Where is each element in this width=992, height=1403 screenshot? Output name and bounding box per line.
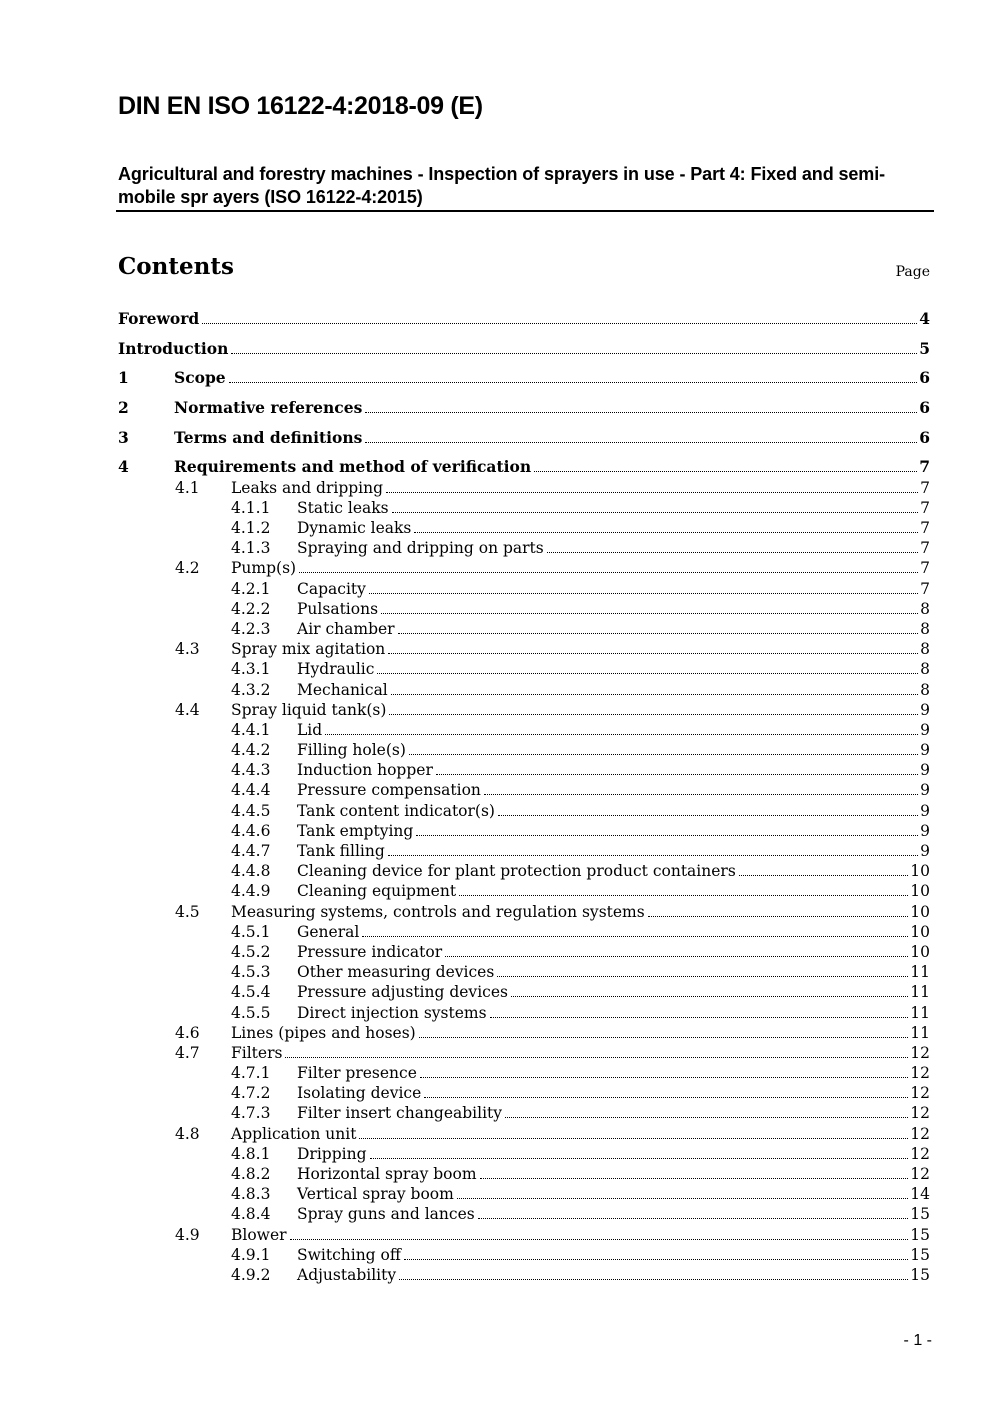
dot-leader <box>362 922 908 937</box>
dot-leader <box>325 720 918 735</box>
dot-leader <box>392 498 918 513</box>
toc-entry-page: 12 <box>910 1144 930 1163</box>
toc-entry-title: Blower <box>231 1225 287 1244</box>
toc-entry[interactable] <box>118 1124 930 1144</box>
toc-entry-title: Cleaning equipment <box>297 882 457 901</box>
toc-entry-number: 4.4.2 <box>231 741 271 760</box>
dot-leader <box>381 599 918 614</box>
toc-entry-page: 9 <box>920 741 930 760</box>
toc-entry-number: 4.2.2 <box>231 599 271 618</box>
toc-entry-number: 4.5.3 <box>231 963 271 982</box>
dot-leader <box>365 428 917 443</box>
dot-leader <box>399 1265 908 1280</box>
toc-entry-number: 4.7.1 <box>231 1064 271 1083</box>
toc-entry-number: 4.9.1 <box>231 1245 271 1264</box>
toc-entry-page: 7 <box>920 559 930 578</box>
toc-entry[interactable] <box>118 821 930 841</box>
dot-leader <box>505 1103 908 1118</box>
title-divider <box>116 210 934 212</box>
dot-leader <box>359 1124 908 1139</box>
toc-entry-number: 4.9.2 <box>231 1265 271 1284</box>
toc-entry-page: 12 <box>910 1104 930 1123</box>
toc-entry-title: General <box>297 922 360 941</box>
document-title: Agricultural and forestry machines - Inspection of sprayers in use - Part 4: Fixed and semi-mobile spr ayers (ISO 16122-4:2015) <box>118 164 886 207</box>
toc-entry-page: 10 <box>910 942 930 961</box>
toc-entry[interactable] <box>118 599 930 619</box>
toc-entry[interactable] <box>118 579 930 599</box>
toc-entry-page: 7 <box>920 539 930 558</box>
toc-entry[interactable] <box>118 881 930 901</box>
dot-leader <box>409 740 918 755</box>
toc-entry[interactable] <box>118 942 930 962</box>
toc-entry[interactable] <box>118 1103 930 1123</box>
toc-entry[interactable] <box>118 1265 930 1285</box>
toc-entry-number: 4.5.2 <box>231 942 271 961</box>
toc-entry[interactable] <box>118 700 930 720</box>
toc-entry[interactable] <box>118 457 930 477</box>
toc-entry-number: 4.3.1 <box>231 660 271 679</box>
toc-entry-number: 4.4.4 <box>231 781 271 800</box>
toc-entry-number: 4.8.2 <box>231 1165 271 1183</box>
contents-heading: Contents <box>118 253 234 280</box>
toc-entry[interactable] <box>118 309 930 329</box>
toc-entry-number: 4.4.6 <box>231 821 271 840</box>
dot-leader <box>445 942 908 957</box>
toc-entry[interactable] <box>118 1245 930 1265</box>
toc-entry-page: 7 <box>920 478 930 497</box>
toc-entry[interactable] <box>118 902 930 922</box>
toc-entry-number: 4.4.5 <box>231 801 271 820</box>
dot-leader <box>391 680 918 695</box>
toc-entry[interactable] <box>118 680 930 700</box>
toc-entry-page: 9 <box>920 761 930 780</box>
toc-entry-page: 10 <box>910 902 930 921</box>
toc-entry-title: Introduction <box>118 338 229 358</box>
toc-entry[interactable] <box>118 982 930 1002</box>
toc-entry-page: 10 <box>910 882 930 901</box>
toc-entry-number: 4.3.2 <box>231 680 271 699</box>
toc-entry-number: 1 <box>118 368 129 388</box>
toc-entry-page: 14 <box>910 1185 930 1204</box>
toc-entry[interactable] <box>118 801 930 821</box>
toc-entry-page: 11 <box>910 983 930 1002</box>
toc-entry-title: Spraying and dripping on parts <box>297 539 544 558</box>
dot-leader <box>388 841 918 856</box>
toc-entry-page: 9 <box>920 720 930 739</box>
dot-leader <box>414 518 918 533</box>
toc-entry[interactable] <box>118 538 930 558</box>
toc-entry-title: Tank content indicator(s) <box>297 801 495 820</box>
toc-entry[interactable] <box>118 1225 930 1245</box>
toc-entry-page: 8 <box>920 640 930 659</box>
toc-entry-number: 4.4.8 <box>231 862 271 881</box>
toc-entry-title: Pressure indicator <box>297 942 443 961</box>
toc-entry-number: 4.5.4 <box>231 983 271 1002</box>
dot-leader <box>498 801 918 816</box>
toc-entry-page: 9 <box>920 842 930 860</box>
toc-entry-number: 4.8.4 <box>231 1205 271 1224</box>
dot-leader <box>497 962 908 977</box>
toc-entry-title: Tank filling <box>297 842 385 860</box>
toc-entry-title: Pressure compensation <box>297 781 481 800</box>
toc-entry-number: 4.8.1 <box>231 1144 271 1163</box>
toc-entry-number: 4.2.3 <box>231 619 271 638</box>
dot-leader <box>416 821 918 836</box>
toc-entry-page: 15 <box>910 1225 930 1244</box>
toc-entry-page: 4 <box>919 309 930 328</box>
dot-leader <box>419 1023 909 1038</box>
toc-entry[interactable] <box>118 740 930 760</box>
dot-leader <box>480 1164 909 1179</box>
dot-leader <box>404 1245 908 1260</box>
dot-leader <box>534 457 917 472</box>
toc-entry-title: Pressure adjusting devices <box>297 983 508 1002</box>
toc-entry-page: 9 <box>920 700 930 719</box>
dot-leader <box>478 1204 909 1219</box>
toc-entry-number: 4.8 <box>175 1124 200 1143</box>
toc-entry-number: 4.1.2 <box>231 519 271 537</box>
toc-entry-page: 7 <box>920 519 930 537</box>
toc-entry-page: 15 <box>910 1265 930 1284</box>
toc-entry-title: Filter presence <box>297 1064 417 1083</box>
toc-entry[interactable] <box>118 619 930 639</box>
toc-entry-page: 6 <box>919 368 930 388</box>
toc-entry[interactable] <box>118 518 930 538</box>
dot-leader <box>490 1003 909 1018</box>
toc-entry-title: Normative references <box>174 398 363 418</box>
toc-entry-number: 4.7.3 <box>231 1104 271 1123</box>
toc-entry-page: 9 <box>920 801 930 820</box>
dot-leader <box>369 579 918 594</box>
dot-leader <box>290 1225 909 1240</box>
dot-leader <box>299 558 918 573</box>
dot-leader <box>436 760 918 775</box>
toc-entry[interactable] <box>118 368 930 388</box>
toc-entry-number: 4.6 <box>175 1023 200 1042</box>
toc-entry[interactable] <box>118 1144 930 1164</box>
toc-entry-title: Leaks and dripping <box>231 478 384 497</box>
toc-entry-page: 10 <box>910 862 930 881</box>
toc-entry-number: 4.4.3 <box>231 761 271 780</box>
dot-leader <box>547 538 918 553</box>
toc-entry-page: 11 <box>910 1023 930 1042</box>
toc-entry[interactable] <box>118 841 930 861</box>
toc-entry-title: Filter insert changeability <box>297 1104 503 1123</box>
dot-leader <box>398 619 918 634</box>
toc-entry-number: 4 <box>118 457 129 477</box>
toc-entry[interactable] <box>118 498 930 518</box>
toc-entry-page: 8 <box>920 680 930 699</box>
toc-entry-title: Requirements and method of verification <box>174 457 532 477</box>
toc-entry-title: Measuring systems, controls and regulation systems <box>231 902 645 921</box>
toc-entry-number: 4.5 <box>175 902 200 921</box>
toc-entry[interactable] <box>118 861 930 881</box>
toc-entry-title: Pulsations <box>297 599 379 618</box>
toc-entry-page: 12 <box>910 1124 930 1143</box>
dot-leader <box>389 700 918 715</box>
toc-entry-number: 4.2 <box>175 559 200 578</box>
toc-entry-number: 3 <box>118 427 129 447</box>
toc-entry-title: Spray liquid tank(s) <box>231 700 387 719</box>
toc-entry-title: Lid <box>297 720 323 739</box>
toc-entry-page: 7 <box>920 498 930 517</box>
toc-entry-title: Static leaks <box>297 498 389 517</box>
toc-entry-title: Scope <box>174 368 226 388</box>
toc-entry[interactable] <box>118 478 930 498</box>
dot-leader <box>285 1043 908 1058</box>
toc-entry-title: Induction hopper <box>297 761 433 780</box>
toc-entry[interactable] <box>118 1164 930 1184</box>
toc-entry-number: 4.8.3 <box>231 1185 271 1204</box>
dot-leader <box>420 1063 908 1078</box>
dot-leader <box>386 478 918 493</box>
toc-entry-title: Filling hole(s) <box>297 741 406 760</box>
toc-entry-page: 8 <box>920 619 930 638</box>
toc-entry-number: 4.5.5 <box>231 1003 271 1022</box>
toc-entry-number: 4.1 <box>175 478 200 497</box>
toc-entry-page: 6 <box>919 427 930 447</box>
toc-entry-title: Hydraulic <box>297 660 375 679</box>
toc-entry-number: 4.9 <box>175 1225 200 1244</box>
toc-entry-title: Spray mix agitation <box>231 640 386 659</box>
toc-entry-title: Air chamber <box>297 619 395 638</box>
table-of-contents <box>118 309 930 1285</box>
toc-entry-number: 4.1.3 <box>231 539 271 558</box>
toc-entry-page: 15 <box>910 1205 930 1224</box>
toc-entry[interactable] <box>118 639 930 659</box>
toc-entry-title: Mechanical <box>297 680 388 699</box>
toc-entry-number: 4.1.1 <box>231 498 271 517</box>
dot-leader <box>365 398 917 413</box>
toc-entry[interactable] <box>118 1003 930 1023</box>
dot-leader <box>424 1083 908 1098</box>
toc-entry-page: 12 <box>910 1165 930 1183</box>
toc-entry-title: Lines (pipes and hoses) <box>231 1023 416 1042</box>
toc-entry-page: 12 <box>910 1064 930 1083</box>
dot-leader <box>511 982 908 997</box>
toc-entry-title: Dripping <box>297 1144 367 1163</box>
page-number: - 1 - <box>903 1332 932 1349</box>
toc-entry[interactable] <box>118 780 930 800</box>
toc-entry-number: 4.4.1 <box>231 720 271 739</box>
toc-entry-title: Switching off <box>297 1245 401 1264</box>
dot-leader <box>459 881 908 896</box>
toc-entry[interactable] <box>118 1083 930 1103</box>
toc-entry-title: Adjustability <box>297 1265 397 1284</box>
toc-entry-title: Cleaning device for plant protection product containers <box>297 862 736 881</box>
toc-entry-page: 5 <box>919 338 930 358</box>
toc-entry-title: Isolating device <box>297 1084 422 1103</box>
dot-leader <box>457 1184 908 1199</box>
toc-entry-title: Terms and definitions <box>174 427 363 447</box>
toc-entry-number: 4.7.2 <box>231 1084 271 1103</box>
toc-entry[interactable] <box>118 659 930 679</box>
toc-entry[interactable] <box>118 760 930 780</box>
toc-entry-page: 15 <box>910 1245 930 1264</box>
dot-leader <box>648 902 909 917</box>
toc-entry-title: Application unit <box>231 1124 357 1143</box>
toc-entry-page: 10 <box>910 922 930 941</box>
document-id: DIN EN ISO 16122-4:2018-09 (E) <box>118 92 483 120</box>
toc-entry[interactable] <box>118 1043 930 1063</box>
toc-entry[interactable] <box>118 558 930 578</box>
dot-leader <box>388 639 918 654</box>
toc-entry-number: 4.2.1 <box>231 579 271 598</box>
dot-leader <box>484 780 918 795</box>
toc-entry-title: Foreword <box>118 309 200 328</box>
toc-entry-number: 4.3 <box>175 640 200 659</box>
toc-entry-title: Horizontal spray boom <box>297 1165 477 1183</box>
toc-entry-page: 12 <box>910 1084 930 1103</box>
toc-entry-page: 8 <box>920 660 930 679</box>
toc-entry[interactable] <box>118 339 930 359</box>
toc-entry-number: 4.4.9 <box>231 882 271 901</box>
dot-leader <box>231 339 917 354</box>
toc-entry-number: 4.4 <box>175 700 200 719</box>
toc-entry[interactable] <box>118 428 930 448</box>
toc-entry-page: 7 <box>920 579 930 598</box>
toc-entry[interactable] <box>118 922 930 942</box>
toc-entry-page: 9 <box>920 781 930 800</box>
dot-leader <box>377 659 918 674</box>
dot-leader <box>202 309 917 324</box>
toc-entry[interactable] <box>118 398 930 418</box>
toc-entry-title: Vertical spray boom <box>297 1185 454 1204</box>
toc-entry[interactable] <box>118 720 930 740</box>
toc-entry-page: 11 <box>910 963 930 982</box>
toc-entry-page: 11 <box>910 1003 930 1022</box>
toc-entry-title: Filters <box>231 1043 283 1062</box>
toc-entry-page: 9 <box>920 821 930 840</box>
toc-entry-title: Spray guns and lances <box>297 1205 475 1224</box>
toc-entry-title: Tank emptying <box>297 821 414 840</box>
dot-leader <box>739 861 908 876</box>
toc-entry[interactable] <box>118 1023 930 1043</box>
toc-entry-page: 7 <box>919 457 930 477</box>
dot-leader <box>229 368 918 383</box>
dot-leader <box>370 1144 909 1159</box>
toc-entry-number: 4.7 <box>175 1043 200 1062</box>
toc-entry-page: 12 <box>910 1043 930 1062</box>
toc-entry-title: Other measuring devices <box>297 963 495 982</box>
toc-entry-number: 2 <box>118 398 129 418</box>
toc-entry[interactable] <box>118 1184 930 1204</box>
toc-entry-page: 6 <box>919 398 930 418</box>
toc-entry-title: Pump(s) <box>231 559 297 578</box>
toc-entry-title: Dynamic leaks <box>297 519 412 537</box>
toc-entry-page: 8 <box>920 599 930 618</box>
toc-entry[interactable] <box>118 1204 930 1224</box>
toc-entry-number: 4.5.1 <box>231 922 271 941</box>
toc-entry-title: Direct injection systems <box>297 1003 487 1022</box>
toc-entry-title: Capacity <box>297 579 366 598</box>
toc-entry[interactable] <box>118 1063 930 1083</box>
page-column-label: Page <box>895 264 930 280</box>
toc-entry-number: 4.4.7 <box>231 842 271 860</box>
toc-entry[interactable] <box>118 962 930 982</box>
